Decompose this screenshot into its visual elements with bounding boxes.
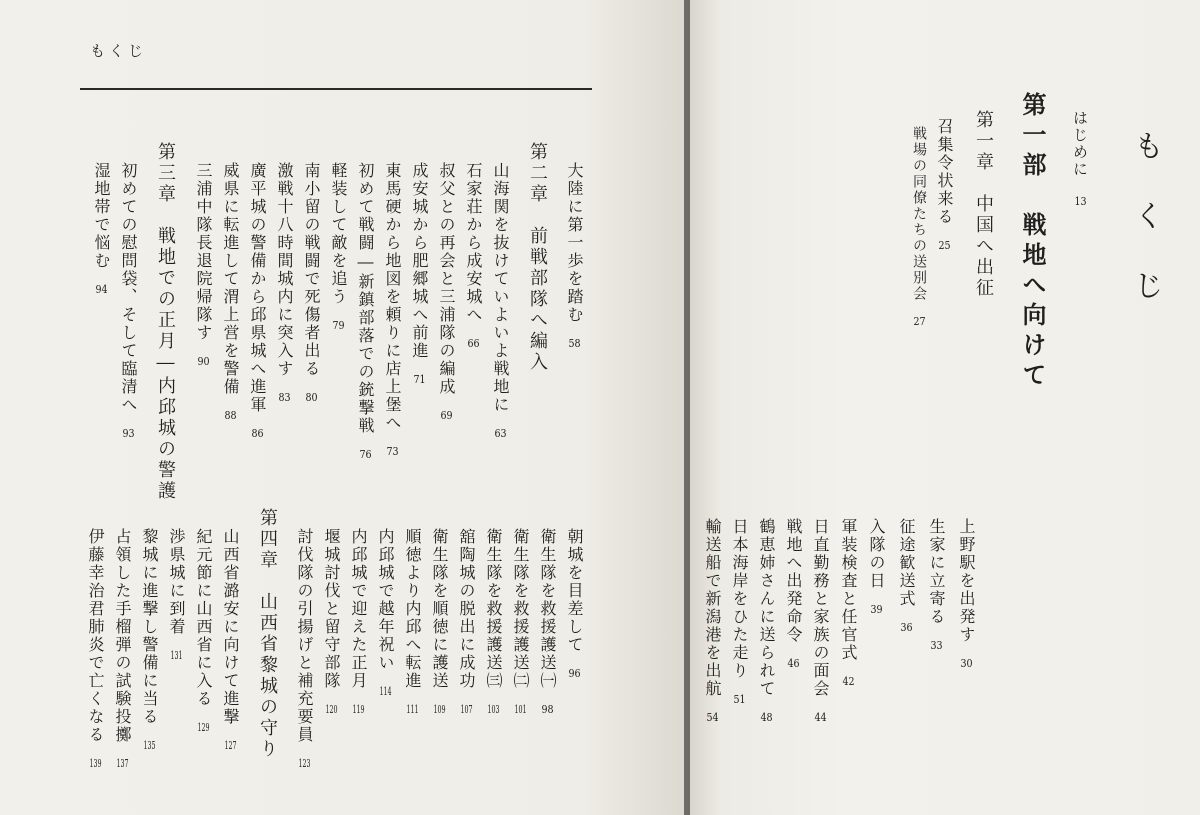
toc-entry: 日直勤務と家族の面会44 [811,518,830,723]
toc-entry: 上野駅を出発す30 [957,518,976,669]
toc-entry: 軍装検査と任官式42 [839,518,858,687]
toc-entry: 堰城討伐と留守部隊120 [322,528,341,715]
toc-entry: 日本海岸をひた走り51 [730,518,749,705]
toc-entry: 山西省潞安に向けて進撃127 [221,528,240,751]
toc-entry: 初めての慰問袋、そして臨清へ93 [119,162,138,439]
running-header: もくじ [90,42,148,60]
toc-entry: 生家に立寄る33 [927,518,946,651]
right-page [690,0,1200,815]
toc-entry: 召集令状来る25 [935,118,954,251]
toc-entry: 叔父との再会と三浦隊の編成69 [437,162,456,421]
toc-entry: 衛生隊を順徳に護送109 [430,528,449,715]
toc-entry: 討伐隊の引揚げと補充要員123 [295,528,314,769]
chapter-heading: 第三章 戦地での正月―内邱城の警護 [155,142,176,502]
toc-entry: 東馬硬から地図を頼りに店上堡へ73 [383,162,402,457]
toc-entry: 軽装して敵を追う79 [329,162,348,331]
toc-entry: 朝城を目差して96 [565,528,584,679]
toc-entry: 三浦中隊長退院帰隊す90 [194,162,213,367]
toc-entry: 衛生隊を救援護送㈡101 [511,528,530,715]
toc-entry: 占領した手榴弾の試験投擲137 [113,528,132,769]
toc-entry: 南小留の戦闘で死傷者出る80 [302,162,321,403]
part-heading: 第一部 戦地へ向けて [1018,92,1047,392]
toc-entry: 初めて戦闘―新鎮部落での銃撃戦76 [356,162,375,460]
header-rule [80,88,592,90]
toc-entry: 廣平城の警備から邱県城へ進軍86 [248,162,267,439]
toc-entry: 山海関を抜けていよいよ戦地に63 [491,162,510,439]
toc-entry: 石家荘から成安城へ66 [464,162,483,349]
toc-entry: 内邱城で越年祝い114 [376,528,395,697]
chapter-heading: 第一章 中国へ出征 [973,110,994,299]
toc-entry: 征途歓送式36 [897,518,916,633]
toc-entry: 衛生隊を救援護送㈢103 [484,528,503,715]
toc-entry: 激戦十八時間城内に突入す83 [275,162,294,403]
toc-entry: 入隊の日39 [867,518,886,615]
toc-entry: 大陸に第一歩を踏む58 [565,162,584,349]
toc-entry-intro: はじめに13 [1071,110,1089,207]
toc-entry: 内邱城で迎えた正月119 [349,528,368,715]
toc-entry: 成安城から肥郷城へ前進71 [410,162,429,385]
toc-entry: 鶴恵姉さんに送られて48 [757,518,776,723]
toc-entry: 舘陶城の脱出に成功107 [457,528,476,715]
toc-entry: 戦場の同僚たちの送別会27 [911,126,927,327]
chapter-heading: 第二章 前戦部隊へ編入 [527,142,548,373]
toc-entry: 戦地へ出発命令46 [784,518,803,669]
contents-title: もくじ [1128,130,1163,340]
toc-entry: 衛生隊を救援護送㈠98 [538,528,557,715]
toc-entry: 順徳より内邱へ転進111 [403,528,422,715]
toc-entry: 輸送船で新潟港を出航54 [703,518,722,723]
toc-entry: 紀元節に山西省に入る129 [194,528,213,733]
chapter-heading: 第四章 山西省黎城の守り [257,508,278,760]
toc-entry: 湿地帯で悩む94 [92,162,111,295]
toc-entry: 黎城に進撃し警備に当る135 [140,528,159,751]
toc-entry: 渉県城に到着131 [167,528,186,661]
toc-entry: 伊藤幸治君肺炎で亡くなる139 [86,528,105,769]
toc-entry: 威県に転進して渭上営を警備88 [221,162,240,421]
